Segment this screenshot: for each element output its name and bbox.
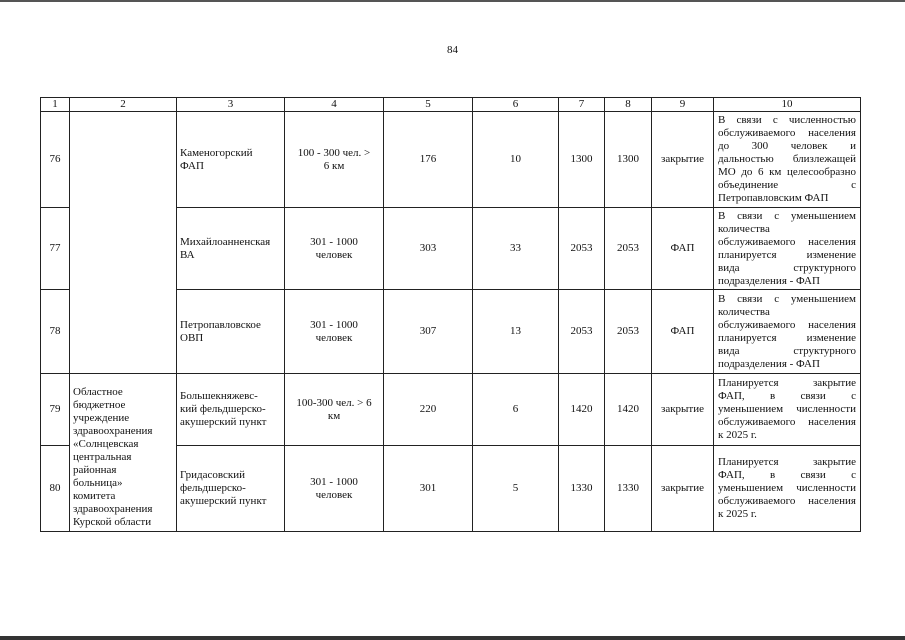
justification-note-line: обслуживаемого населения — [718, 416, 856, 428]
justification-note-line: МО до 6 км целесообразно — [718, 166, 856, 178]
value-col7: 1420 — [559, 374, 605, 446]
header-cell: 10 — [714, 98, 861, 112]
population-range-line: 301 - 1000 — [310, 475, 358, 488]
justification-note-line: количества — [718, 305, 770, 318]
organization-name-line: районная — [73, 464, 117, 476]
planned-action: ФАП — [652, 208, 714, 290]
population-range-line: км — [327, 409, 341, 422]
justification-note-line: до 300 человек и — [718, 140, 856, 152]
facility-name-line: Петропавловское — [180, 318, 261, 331]
value-col7: 1300 — [559, 112, 605, 208]
organization-name-line: учреждение — [73, 412, 130, 424]
row-number: 78 — [41, 290, 70, 374]
row-number: 79 — [41, 374, 70, 446]
justification-note-line: обслуживаемого населения — [718, 495, 856, 507]
organization-name-line: Областное — [73, 386, 123, 398]
value-col6: 10 — [473, 112, 559, 208]
value-col8: 1330 — [605, 446, 652, 532]
value-col8: 1420 — [605, 374, 652, 446]
value-col8: 2053 — [605, 290, 652, 374]
justification-note — [714, 290, 861, 374]
justification-note-line: Петропавловским ФАП — [718, 192, 829, 204]
organization-name-line: «Солнцевская — [73, 438, 139, 450]
population-range — [285, 208, 384, 290]
header-cell: 4 — [285, 98, 384, 112]
justification-note-line: В связи с уменьшением — [718, 292, 856, 305]
population-range-line: 100 - 300 чел. > — [297, 146, 371, 159]
organization-name-line: здравоохранения — [73, 503, 153, 515]
header-cell: 8 — [605, 98, 652, 112]
table-row — [41, 112, 861, 208]
organization-name-line: центральная — [73, 451, 132, 463]
facility-table — [40, 97, 861, 532]
header-cell: 6 — [473, 98, 559, 112]
value-col6: 13 — [473, 290, 559, 374]
justification-note-line: Планируется закрытие — [718, 377, 856, 389]
organization-name-line: больница» — [73, 477, 123, 489]
justification-note-line: уменьшением численности — [718, 403, 856, 415]
value-col7: 1330 — [559, 446, 605, 532]
planned-action: закрытие — [652, 112, 714, 208]
population-range — [285, 446, 384, 532]
facility-name-line: кий фельдшерско- — [180, 403, 266, 415]
facility-name-line: ВА — [180, 248, 195, 261]
value-col5: 301 — [384, 446, 473, 532]
facility-name — [177, 290, 285, 374]
header-cell: 7 — [559, 98, 605, 112]
organization-name-line: здравоохранения — [73, 425, 153, 437]
value-col7: 2053 — [559, 208, 605, 290]
page-number: 84 — [447, 44, 458, 56]
justification-note-line: В связи с численностью — [718, 114, 856, 126]
facility-name-line: Большекняжевс- — [180, 390, 258, 402]
justification-note-line: ФАП, в связи с — [718, 390, 856, 402]
population-range-line: 6 км — [323, 159, 345, 172]
row-number: 76 — [41, 112, 70, 208]
facility-name-line: акушерский пункт — [180, 416, 267, 428]
justification-note-line: дальностью близлежащей — [718, 153, 856, 165]
planned-action: закрытие — [652, 374, 714, 446]
row-number: 80 — [41, 446, 70, 532]
facility-name — [177, 208, 285, 290]
facility-name-line: фельдшерско- — [180, 482, 246, 494]
header-cell: 2 — [70, 98, 177, 112]
value-col5: 176 — [384, 112, 473, 208]
value-col6: 5 — [473, 446, 559, 532]
facility-name-line: ФАП — [180, 159, 204, 172]
value-col7: 2053 — [559, 290, 605, 374]
justification-note-line: подразделения - ФАП — [718, 357, 820, 370]
organization-name-line: комитета — [73, 490, 116, 502]
value-col6: 33 — [473, 208, 559, 290]
value-col8: 1300 — [605, 112, 652, 208]
justification-note-line: обслуживаемого населения — [718, 235, 856, 248]
justification-note — [714, 208, 861, 290]
justification-note-line: планируется изменение — [718, 248, 856, 261]
merged-org-cell-upper — [70, 112, 177, 374]
header-cell: 3 — [177, 98, 285, 112]
justification-note-line: вида структурного — [718, 261, 856, 274]
value-col5: 220 — [384, 374, 473, 446]
justification-note — [714, 446, 861, 532]
justification-note-line: уменьшением численности — [718, 482, 856, 494]
table-row — [41, 374, 861, 446]
facility-name — [177, 446, 285, 532]
justification-note-line: количества — [718, 222, 770, 235]
population-range-line: человек — [315, 488, 353, 501]
justification-note-line: объединение с — [718, 179, 856, 191]
scan-edge-top — [0, 0, 905, 2]
planned-action: ФАП — [652, 290, 714, 374]
justification-note-line: В связи с уменьшением — [718, 209, 856, 222]
header-cell: 5 — [384, 98, 473, 112]
facility-name — [177, 112, 285, 208]
population-range — [285, 112, 384, 208]
header-cell: 1 — [41, 98, 70, 112]
facility-name-line: акушерский пункт — [180, 495, 267, 507]
justification-note-line: Планируется закрытие — [718, 456, 856, 468]
justification-note-line: обслуживаемого населения — [718, 127, 856, 139]
facility-name-line: Гридасовский — [180, 469, 246, 481]
population-range-line: 301 - 1000 — [310, 318, 358, 331]
justification-note — [714, 112, 861, 208]
justification-note-line: к 2025 г. — [718, 429, 757, 441]
population-range — [285, 290, 384, 374]
justification-note-line: ФАП, в связи с — [718, 469, 856, 481]
justification-note-line: к 2025 г. — [718, 508, 757, 520]
organization-name-line: бюджетное — [73, 399, 126, 411]
facility-name — [177, 374, 285, 446]
justification-note-line: планируется изменение — [718, 331, 856, 344]
population-range — [285, 374, 384, 446]
planned-action: закрытие — [652, 446, 714, 532]
justification-note-line: вида структурного — [718, 344, 856, 357]
organization-name-line: Курской области — [73, 516, 152, 528]
justification-note-line: подразделения - ФАП — [718, 274, 820, 287]
value-col5: 303 — [384, 208, 473, 290]
population-range-line: 100-300 чел. > 6 — [296, 396, 372, 409]
facility-name-line: ОВП — [180, 331, 204, 344]
scan-edge-bottom — [0, 636, 905, 640]
organization-name — [70, 374, 177, 532]
population-range-line: человек — [315, 331, 353, 344]
value-col5: 307 — [384, 290, 473, 374]
row-number: 77 — [41, 208, 70, 290]
value-col6: 6 — [473, 374, 559, 446]
header-row — [41, 98, 861, 112]
population-range-line: человек — [315, 248, 353, 261]
value-col8: 2053 — [605, 208, 652, 290]
header-cell: 9 — [652, 98, 714, 112]
justification-note — [714, 374, 861, 446]
facility-name-line: Каменогорский — [180, 146, 253, 159]
justification-note-line: обслуживаемого населения — [718, 318, 856, 331]
population-range-line: 301 - 1000 — [310, 235, 358, 248]
facility-name-line: Михайлоанненская — [180, 235, 271, 248]
